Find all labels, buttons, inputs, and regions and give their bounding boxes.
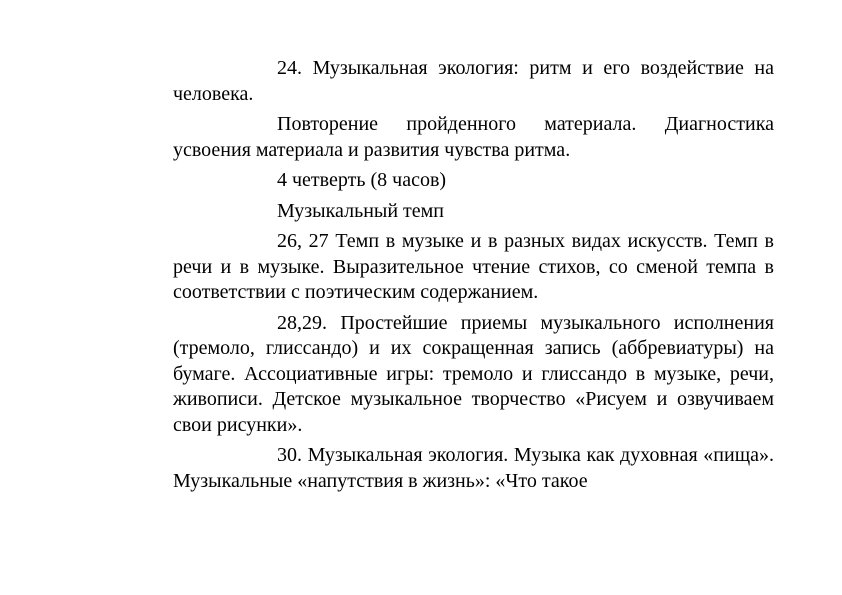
section-heading-tempo: Музыкальный темп [277,199,445,222]
paragraph-review-diagnostics: Повторение пройденного материала. Диагностика усвоения материала и развития чувства ритма. [173,113,774,161]
quarter-heading: 4 четверть (8 часов) [277,169,447,191]
paragraph-lesson-30: 30. Музыкальная экология. Музыка как духовная «пища». Музыкальные «напутствия в жизнь»: «Что такое [173,444,774,492]
paragraph-lessons-28-29: 28,29. Простейшие приемы музыкального исполнения (тремоло, глиссандо) и их сокращенная запись (аббревиатуры) на бумаге. Ассоциативные игры: тремоло и глиссандо в музыке, речи, живописи. Детское музыкальное творчество «Рисуем и озвучиваем свои рисунки». [173,311,774,436]
paragraph-lessons-26-27: 26, 27 Темп в музыке и в разных видах искусств. Темп в речи и в музыке. Выразительное чтение стихов, со сменой темпа в соответствии с поэтическим содержанием. [173,230,774,303]
document-body [173,56,774,494]
paragraph-lesson-24: 24. Музыкальная экология: ритм и его воздействие на человека. [173,57,774,105]
